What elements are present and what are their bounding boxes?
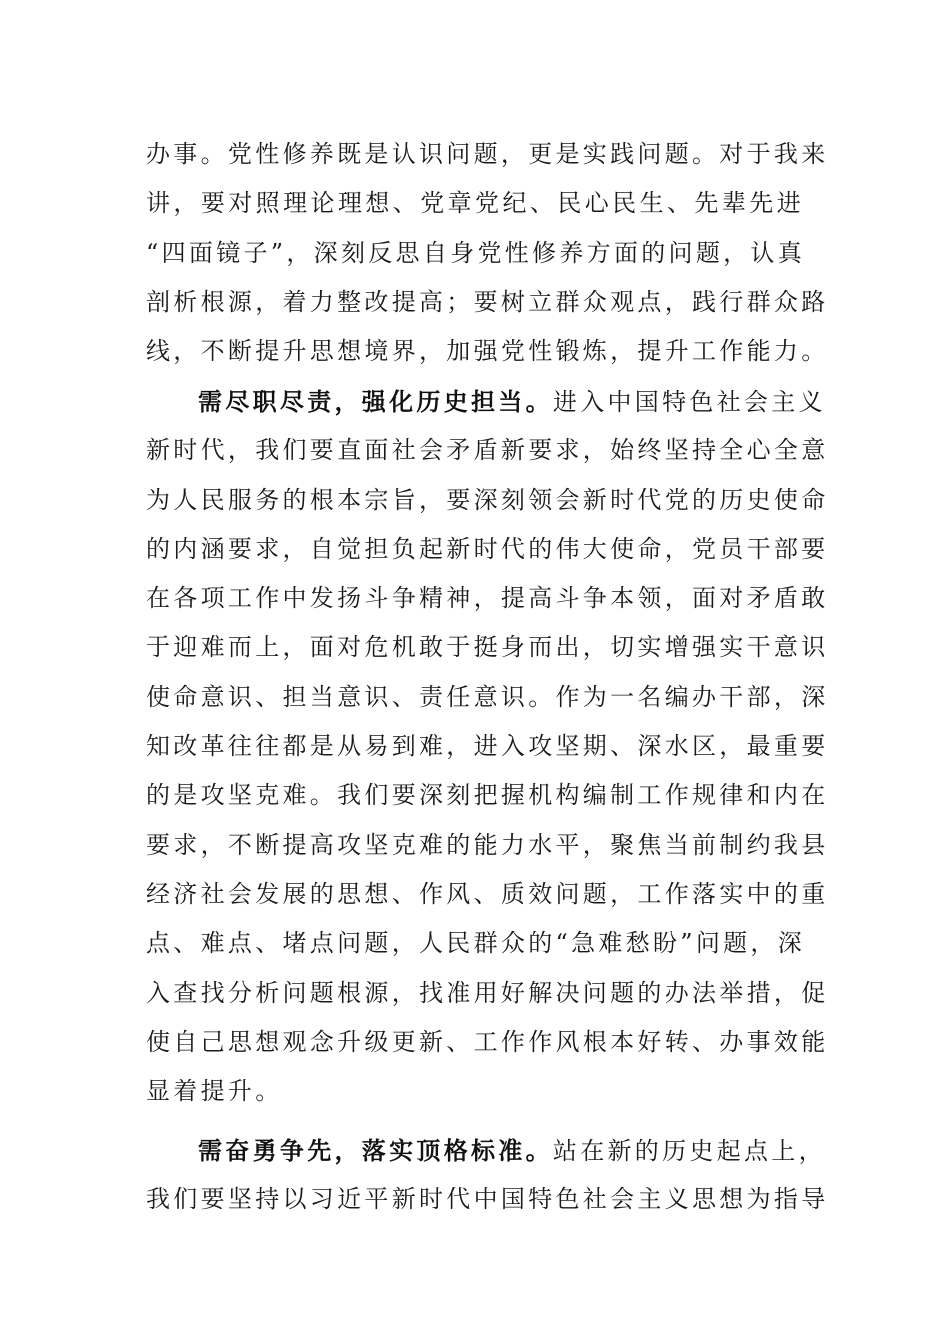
- paragraph-1-line: “四面镜子”，深刻反思自身党性修养方面的问题，认真: [146, 238, 806, 267]
- paragraph-2-line: 入查找分析问题根源，找准用好解决问题的办法举措，促: [146, 978, 829, 1007]
- paragraph-3-line: 我们要坚持以习近平新时代中国特色社会主义思想为指导: [146, 1185, 829, 1214]
- paragraph-2-line: 使命意识、担当意识、责任意识。作为一名编办干部，深: [146, 682, 829, 711]
- paragraph-1-line: 办事。党性修养既是认识问题，更是实践问题。对于我来: [146, 140, 829, 168]
- paragraph-2-line: 于迎难而上，面对危机敢于挺身而出，切实增强实干意识: [146, 633, 829, 662]
- paragraph-3-first-line-text: 站在新的历史起点上，: [552, 1137, 826, 1165]
- paragraph-2-line: 新时代，我们要直面社会矛盾新要求，始终坚持全心全意: [146, 436, 829, 465]
- paragraph-2-line: 使自己思想观念升级更新、工作作风根本好转、办事效能: [146, 1027, 829, 1056]
- paragraph-1: [146, 130, 829, 376]
- paragraph-2-line: 的内涵要求，自觉担负起新时代的伟大使命，党员干部要: [146, 534, 829, 563]
- paragraph-3: [146, 1126, 829, 1225]
- paragraph-3-heading: 需奋勇争先，落实顶格标准。: [198, 1136, 553, 1165]
- paragraph-2: [146, 377, 829, 1116]
- paragraph-2-line: 为人民服务的根本宗旨，要深刻领会新时代党的历史使命: [146, 485, 829, 514]
- paragraph-2-line: 知改革往往都是从易到难，进入攻坚期、深水区，最重要: [146, 732, 829, 761]
- paragraph-2-line: 在各项工作中发扬斗争精神，提高斗争本领，面对矛盾敢: [146, 584, 829, 613]
- paragraph-2-line: 的是攻坚克难。我们要深刻把握机构编制工作规律和内在: [146, 781, 829, 810]
- paragraph-2-line: 经济社会发展的思想、作风、质效问题，工作落实中的重: [146, 879, 829, 908]
- paragraph-2-first-line: [146, 377, 826, 426]
- paragraph-2-line: 要求，不断提高攻坚克难的能力水平，聚焦当前制约我县: [146, 830, 829, 859]
- paragraph-1-line: 剖析根源，着力整改提高；要树立群众观点，践行群众路: [146, 287, 829, 316]
- paragraph-3-first-line: [146, 1126, 826, 1175]
- paragraph-1-line: 线，不断提升思想境界，加强党性锻炼，提升工作能力。: [146, 337, 829, 366]
- paragraph-1-line: 讲，要对照理论理想、党章党纪、民心民生、先辈先进: [146, 189, 804, 218]
- paragraph-2-first-line-text: 进入中国特色社会主义: [552, 388, 826, 416]
- paragraph-2-line: 显着提升。: [146, 1077, 283, 1106]
- paragraph-2-heading: 需尽职尽责，强化历史担当。: [198, 387, 553, 416]
- paragraph-2-line: 点、难点、堵点问题，人民群众的“急难愁盼”问题，深: [146, 929, 806, 958]
